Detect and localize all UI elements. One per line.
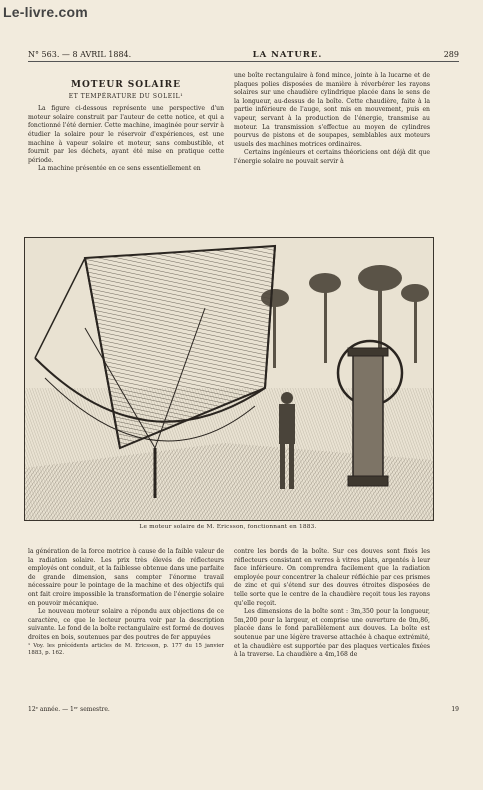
figure-caption: Le moteur solaire de M. Ericsson, fonctionnant en 1883.: [139, 524, 317, 530]
page-footer: [28, 706, 459, 713]
footnote: ¹ Voy. les précédents articles de M. Ericsson, p. 177 du 15 janvier 1883, p. 162.: [28, 642, 224, 656]
magazine-name: LA NATURE.: [252, 50, 323, 60]
page-header: [28, 50, 459, 60]
article-subtitle: ET TEMPÉRATURE DU SOLEIL¹: [68, 92, 184, 100]
paragraph: la génération de la force motrice à cause de la faible valeur de la radiation solaire. Les prix très élevés de réflecteurs employés ont conduit, et la faiblesse obtenue dans une parfaite de grande dimension, sans compter l'énorme travail nécessaire pour le pointage de la machine et des objectifs qui ont fait croire impossible la transformation de l'énergie solaire en pouvoir mécanique.: [28, 548, 224, 607]
paragraph: Les dimensions de la boîte sont : 3m,350 pour la longueur, 5m,200 pour la largeur, et comprise une ouverture de 0m,86, placée dans le fond parallèlement aux douves. La boîte est soutenue par une légère traverse attachée à chaque extrémité, et la chaudière est supportée par des plaques verticales fixées à la traverse. La chaudière a 4m,168 de: [234, 608, 430, 659]
paragraph: Certains ingénieurs et certains théoriciens ont déjà dit que l'énergie solaire ne pouvait servir à: [234, 149, 430, 165]
article-title: MOTEUR SOLAIRE: [70, 80, 182, 90]
paragraph: La machine présentée en ce sens essentiellement en: [38, 165, 201, 173]
left-column-top: [28, 72, 224, 174]
signature-mark: 19: [451, 706, 459, 713]
engraving-illustration: [25, 238, 433, 520]
watermark: Le-livre.com: [3, 4, 88, 20]
paragraph: La figure ci-dessous représente une perspective d'un moteur solaire construit par l'auteur de cette notice, et qui a fonctionné l'été dernier. Cette machine, imaginée pour servir à étudier la solaire pour le réservoir d'expériences, est une machine à vapeur solaire et moteur, sans combustible, et fournit par les déchets, ayant été mise en pratique cette période.: [28, 105, 224, 164]
left-column-bottom: [28, 548, 224, 657]
volume-line: 12ᵉ année. — 1ᵉʳ semestre.: [28, 706, 110, 713]
issue-date: N° 563. — 8 AVRIL 1884.: [28, 50, 132, 59]
paragraph: une boîte rectangulaire à fond mince, jointe à la lucarne et de plaques polies disposées de manière à réverbérer les rayons solaires sur une chaudière cylindrique placée dans le sens de la longueur, au-dessus de la boîte. Cette chaudière, faite à la partie inférieure de l'auge, sont mis en mouvement, puis en vapeur, servant à la production de l'énergie, transmise au moteur. La transmission s'effectue au moyen de cylindres pourvus de pistons et de soupapes, semblables aux moteurs usuels des machines motrices ordinaires.: [234, 72, 430, 148]
right-column-bottom: [234, 548, 430, 660]
paragraph: Le nouveau moteur solaire a répondu aux objections de ce caractère, ce que le lecteur pourra voir par la description suivante. Le fond de la boîte rectangulaire est formé de douves droites en bois, soutenues par des poutres de fer appuyées: [28, 608, 224, 641]
paragraph: contre les bords de la boîte. Sur ces douves sont fixés les réflecteurs consistant en verres à vitres plats, argentés à leur face inférieure. On comprendra facilement que la radiation employée pour concentrer la chaleur réfléchie par ces prismes de zinc et qui s'étend sur des douves étroites disposées de telle sorte que le centre de la chaudière reçoit tous les rayons qu'elle reçoit.: [234, 548, 430, 607]
solar-motor-engraving: [24, 237, 434, 521]
right-column-top: [234, 72, 430, 167]
header-rule: [28, 61, 459, 62]
page-number: 289: [443, 50, 459, 59]
